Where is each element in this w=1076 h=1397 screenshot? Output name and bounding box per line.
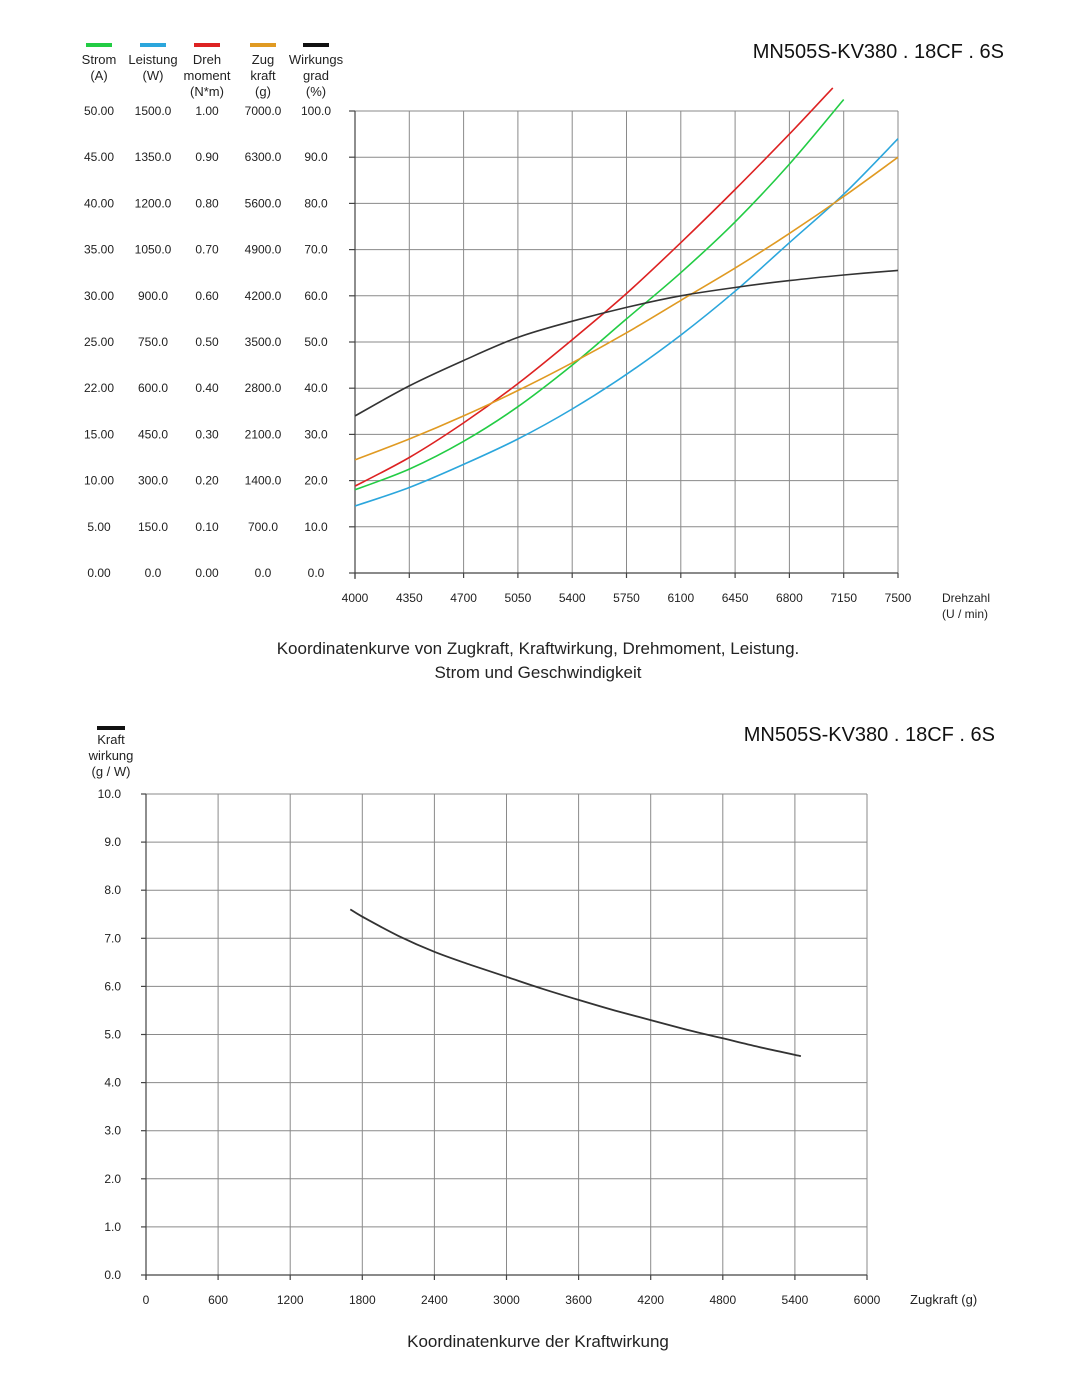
chart1-y-tick-label: 300.0 bbox=[137, 473, 169, 488]
chart1-x-tick-label: 6450 bbox=[721, 591, 749, 605]
chart2-x-tick-label: 3000 bbox=[493, 1293, 520, 1307]
chart1-y-tick-label: 1200.0 bbox=[134, 196, 172, 211]
chart1-x-axis-label: Drehzahl bbox=[942, 591, 991, 605]
chart2-y-axis-label-line3: (g / W) bbox=[91, 764, 131, 779]
chart1-legend-label: (W) bbox=[142, 68, 164, 83]
chart2-legend-swatch bbox=[97, 726, 125, 730]
chart1-x-tick-labels bbox=[342, 591, 912, 605]
chart2-y-tick-label: 1.0 bbox=[104, 1219, 121, 1234]
chart2-x-tick-label: 6000 bbox=[853, 1293, 881, 1307]
chart1-legend bbox=[82, 43, 344, 99]
chart1-y-tick-label: 5600.0 bbox=[244, 196, 282, 211]
chart2-x-tick-label: 2400 bbox=[421, 1293, 448, 1307]
chart1-legend-label: Strom bbox=[81, 52, 117, 67]
chart1-y-tick-label: 900.0 bbox=[137, 288, 169, 303]
chart1-y-tick-label: 70.0 bbox=[304, 242, 328, 257]
chart1-x-tick-label: 7150 bbox=[830, 591, 858, 605]
chart1-y-tick-label: 6300.0 bbox=[244, 150, 282, 165]
chart2-y-axis-label-line1: Kraft bbox=[97, 732, 125, 747]
chart2-x-tick-label: 1800 bbox=[348, 1293, 376, 1307]
chart1-y-tick-label: 35.00 bbox=[83, 242, 115, 257]
chart2-x-tick-label: 1200 bbox=[276, 1293, 304, 1307]
chart1-legend-label: Zug bbox=[251, 52, 275, 67]
chart1-y-tick-label: 15.00 bbox=[83, 427, 115, 442]
chart1-legend-label: moment bbox=[183, 68, 231, 83]
chart1-y-tick-label: 1050.0 bbox=[134, 242, 172, 257]
chart1-caption-line2: Strom und Geschwindigkeit bbox=[434, 663, 642, 682]
performance-chart bbox=[82, 41, 1004, 682]
chart1-y-tick-label: 0.10 bbox=[195, 519, 219, 534]
efficiency-chart bbox=[88, 724, 995, 1351]
chart2-y-tick-label: 4.0 bbox=[104, 1075, 121, 1090]
chart1-x-tick-label: 4350 bbox=[395, 591, 423, 605]
chart1-y-tick-label: 0.0 bbox=[307, 566, 325, 580]
chart2-grid bbox=[146, 794, 867, 1275]
chart2-y-tick-label: 0.0 bbox=[104, 1268, 121, 1282]
chart1-x-axis-unit: (U / min) bbox=[942, 607, 988, 621]
chart1-legend-label: (g) bbox=[255, 84, 271, 99]
chart2-y-tick-label: 9.0 bbox=[104, 835, 121, 850]
chart1-legend-label: Leistung bbox=[128, 52, 178, 67]
chart2-x-tick-label: 600 bbox=[208, 1293, 229, 1307]
chart1-y-tick-label: 90.0 bbox=[304, 150, 328, 165]
chart1-y-tick-label: 150.0 bbox=[137, 519, 169, 534]
chart1-y-tick-label: 700.0 bbox=[247, 519, 279, 534]
chart1-y-tick-label: 0.60 bbox=[195, 288, 219, 303]
chart1-grid bbox=[355, 111, 898, 573]
chart2-y-tick-label: 5.0 bbox=[104, 1027, 121, 1042]
chart1-model-title: MN505S-KV380 . 18CF . 6S bbox=[752, 41, 1004, 63]
chart1-y-tick-label: 0.20 bbox=[195, 473, 219, 488]
chart1-legend-swatch bbox=[86, 43, 112, 47]
chart2-y-tick-label: 2.0 bbox=[104, 1171, 121, 1186]
chart1-caption-line1: Koordinatenkurve von Zugkraft, Kraftwirkung, Drehmoment, Leistung. bbox=[276, 639, 800, 658]
chart1-y-tick-label: 60.0 bbox=[304, 288, 328, 303]
chart1-axes bbox=[349, 111, 898, 579]
chart1-legend-label: kraft bbox=[250, 68, 276, 83]
chart1-y-tick-label: 1500.0 bbox=[134, 104, 172, 118]
chart1-y-tick-label: 30.00 bbox=[83, 288, 115, 303]
chart2-y-tick-label: 10.0 bbox=[97, 787, 121, 801]
chart2-y-tick-label: 8.0 bbox=[104, 883, 121, 898]
chart2-x-tick-label: 4200 bbox=[637, 1293, 665, 1307]
chart2-x-tick-label: 3600 bbox=[565, 1293, 592, 1307]
chart1-x-tick-label: 6800 bbox=[776, 591, 803, 605]
chart1-legend-swatch bbox=[140, 43, 166, 47]
chart1-y-tick-label: 0.90 bbox=[195, 150, 219, 165]
chart1-y-tick-label: 0.30 bbox=[195, 427, 219, 442]
chart1-y-tick-label: 2100.0 bbox=[244, 427, 282, 442]
chart1-x-tick-label: 5050 bbox=[504, 591, 532, 605]
chart2-y-axis-label-line2: wirkung bbox=[88, 748, 134, 763]
chart2-y-tick-labels bbox=[98, 787, 122, 1282]
chart1-y-tick-label: 80.0 bbox=[304, 196, 328, 211]
chart1-y-tick-label: 3500.0 bbox=[244, 335, 282, 349]
chart2-x-axis-label: Zugkraft (g) bbox=[910, 1292, 978, 1307]
chart1-y-tick-label: 40.00 bbox=[83, 196, 115, 211]
chart2-x-tick-label: 4800 bbox=[709, 1293, 737, 1307]
chart1-y-tick-label: 50.0 bbox=[304, 335, 328, 349]
chart1-y-tick-label: 45.00 bbox=[83, 150, 115, 165]
chart2-y-tick-label: 3.0 bbox=[104, 1123, 121, 1138]
chart1-y-tick-label: 0.70 bbox=[195, 242, 219, 257]
chart1-y-tick-label: 0.0 bbox=[254, 566, 272, 580]
chart2-model-title: MN505S-KV380 . 18CF . 6S bbox=[743, 724, 995, 746]
chart1-series-line bbox=[355, 88, 833, 486]
chart2-x-tick-labels bbox=[143, 1293, 881, 1307]
chart1-x-tick-label: 5750 bbox=[613, 591, 640, 605]
chart1-y-tick-label: 4200.0 bbox=[244, 288, 282, 303]
chart1-y-tick-label: 0.80 bbox=[195, 196, 219, 211]
chart1-y-tick-label: 20.0 bbox=[304, 473, 328, 488]
chart1-y-tick-label: 750.0 bbox=[137, 335, 169, 349]
chart1-y-tick-label: 100.0 bbox=[300, 104, 332, 118]
chart1-y-tick-label: 10.00 bbox=[83, 473, 115, 488]
chart1-y-tick-label: 7000.0 bbox=[244, 104, 282, 118]
chart1-legend-label: (N*m) bbox=[190, 84, 224, 99]
chart1-y-tick-label: 5.00 bbox=[87, 519, 111, 534]
chart1-x-tick-label: 5400 bbox=[558, 591, 586, 605]
chart2-y-tick-label: 7.0 bbox=[104, 931, 121, 946]
chart1-y-tick-label: 0.00 bbox=[87, 566, 111, 580]
chart1-legend-label: Dreh bbox=[192, 52, 222, 67]
chart2-x-tick-label: 0 bbox=[142, 1293, 150, 1307]
chart1-legend-swatch bbox=[194, 43, 220, 47]
chart1-y-tick-label: 40.0 bbox=[304, 381, 328, 396]
chart1-y-tick-label: 2800.0 bbox=[244, 381, 282, 396]
chart1-legend-swatch bbox=[250, 43, 276, 47]
chart1-y-tick-label: 0.50 bbox=[195, 335, 219, 349]
chart1-y-tick-label: 0.0 bbox=[144, 566, 162, 580]
chart1-y-tick-labels bbox=[84, 104, 331, 580]
chart1-legend-label: Wirkungs bbox=[288, 52, 344, 67]
chart1-x-tick-label: 7500 bbox=[884, 591, 912, 605]
chart1-x-tick-label: 6100 bbox=[667, 591, 695, 605]
chart1-legend-label: grad bbox=[302, 68, 330, 83]
chart2-x-tick-label: 5400 bbox=[781, 1293, 809, 1307]
chart1-y-tick-label: 25.00 bbox=[83, 335, 115, 349]
chart1-y-tick-label: 30.0 bbox=[304, 427, 328, 442]
chart1-y-tick-label: 22.00 bbox=[83, 381, 115, 396]
chart1-legend-swatch bbox=[303, 43, 329, 47]
chart1-x-tick-label: 4000 bbox=[341, 591, 369, 605]
chart1-y-tick-label: 50.00 bbox=[83, 104, 115, 118]
chart1-y-tick-label: 600.0 bbox=[137, 381, 169, 396]
chart2-y-tick-label: 6.0 bbox=[104, 979, 121, 994]
chart1-y-tick-label: 0.40 bbox=[195, 381, 219, 396]
chart2-axes bbox=[141, 794, 867, 1280]
chart1-y-tick-label: 1350.0 bbox=[134, 150, 172, 165]
chart1-legend-label: (A) bbox=[90, 68, 108, 83]
chart1-y-tick-label: 10.0 bbox=[304, 519, 328, 534]
chart1-y-tick-label: 0.00 bbox=[195, 566, 219, 580]
chart1-y-tick-label: 450.0 bbox=[137, 427, 169, 442]
chart1-legend-label: (%) bbox=[305, 84, 327, 99]
chart1-x-tick-label: 4700 bbox=[450, 591, 477, 605]
chart1-y-tick-label: 1400.0 bbox=[244, 473, 282, 488]
chart2-caption: Koordinatenkurve der Kraftwirkung bbox=[407, 1332, 669, 1351]
chart1-y-tick-label: 1.00 bbox=[195, 104, 219, 118]
chart1-y-tick-label: 4900.0 bbox=[244, 242, 282, 257]
